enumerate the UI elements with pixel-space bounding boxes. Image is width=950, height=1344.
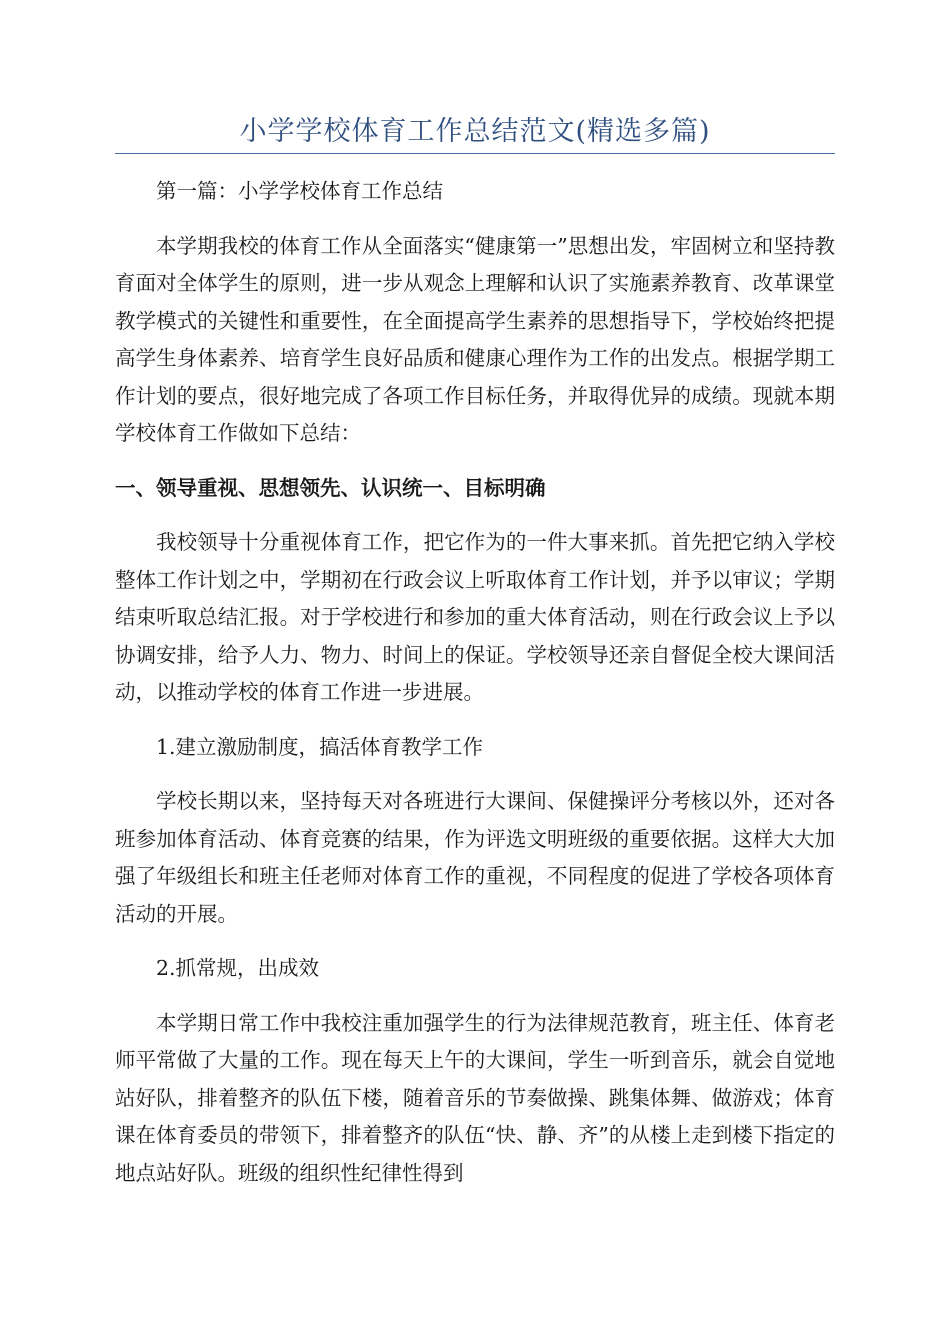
document-body [115,173,835,1192]
article-heading: 第一篇：小学学校体育工作总结 [156,179,443,203]
section-paragraph: 我校领导十分重视体育工作，把它作为的一件大事来抓。首先把它纳入学校整体工作计划之中，学期初在行政会议上听取体育工作计划，并予以审议；学期结束听取总结汇报。对于学校进行和参加的重大体育活动，则在行政会议上予以协调安排，给予人力、物力、时间上的保证。学校领导还亲自督促全校大课间活动，以推动学校的体育工作进一步进展。 [115,530,835,704]
section-heading: 一、领导重视、思想领先、认识统一、目标明确 [115,475,546,500]
item-paragraph-2: 本学期日常工作中我校注重加强学生的行为法律规范教育，班主任、体育老师平常做了大量的工作。现在每天上午的大课间，学生一听到音乐，就会自觉地站好队，排着整齐的队伍下楼，随着音乐的节奏做操、跳集体舞、做游戏；体育课在体育委员的带领下，排着整齐的队伍“快、静、齐”的从楼上走到楼下指定的地点站好队。班级的组织性纪律性得到 [115,1010,835,1185]
title-underline [115,153,835,154]
document-title: 小学学校体育工作总结范文(精选多篇) [239,116,711,147]
intro-paragraph: 本学期我校的体育工作从全面落实“健康第一”思想出发，牢固树立和坚持教育面对全体学生的原则，进一步从观念上理解和认识了实施素养教育、改革课堂教学模式的关键性和重要性，在全面提高学生素养的思想指导下，学校始终把提高学生身体素养、培育学生良好品质和健康心理作为工作的出发点。根据学期工作计划的要点，很好地完成了各项工作目标任务，并取得优异的成绩。现就本期学校体育工作做如下总结： [115,233,835,445]
item-heading-1: 1.建立激励制度，搞活体育教学工作 [156,734,484,759]
item-heading-2: 2.抓常规，出成效 [156,956,320,980]
item-paragraph-1: 学校长期以来，坚持每天对各班进行大课间、保健操评分考核以外，还对各班参加体育活动、体育竞赛的结果，作为评选文明班级的重要依据。这样大大加强了年级组长和班主任老师对体育工作的重视，不同程度的促进了学校各项体育活动的开展。 [115,789,835,926]
